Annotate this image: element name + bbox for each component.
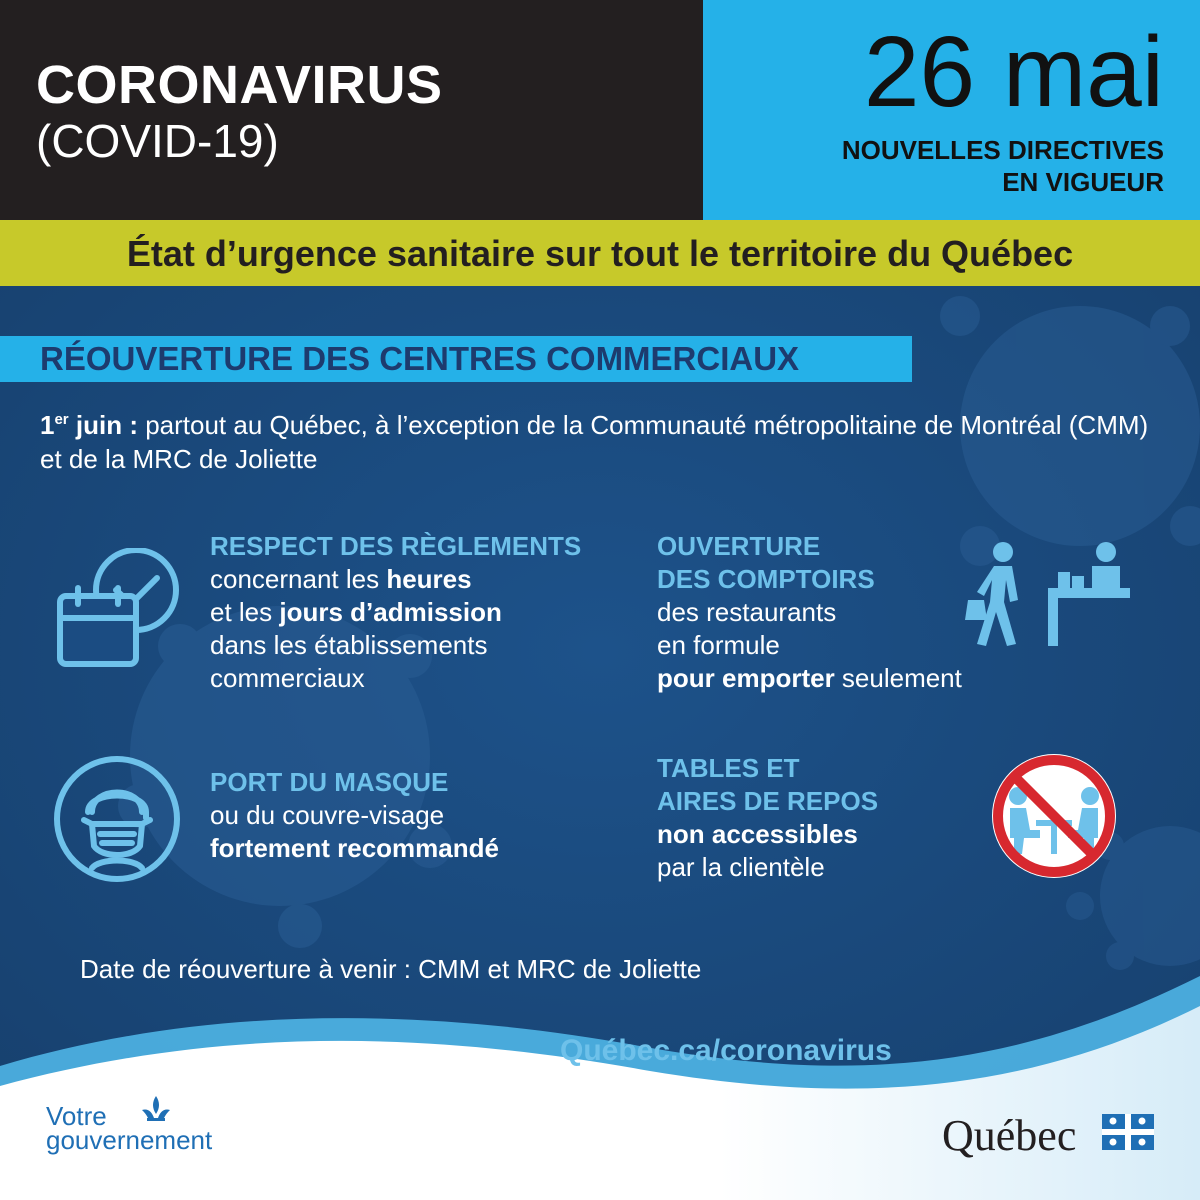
item-comptoirs <box>657 530 962 695</box>
reglements-line-2-text: et les <box>210 597 280 627</box>
reglements-line-1-text: concernant les <box>210 564 387 594</box>
comptoirs-heading-line-2: DES COMPTOIRS <box>657 564 875 594</box>
comptoirs-heading-line-1: OUVERTURE <box>657 531 821 561</box>
comptoirs-line-2: en formule <box>657 630 780 660</box>
comptoirs-line-3 <box>657 662 962 695</box>
coronavirus-link[interactable]: Québec.ca/coronavirus <box>560 1034 892 1067</box>
tables-heading-line-1: TABLES ET <box>657 753 800 783</box>
masque-line-2 <box>210 832 499 865</box>
no-seating-icon <box>984 746 1124 886</box>
intro-date-number: 1 <box>40 410 55 440</box>
header-date: 26 mai <box>863 16 1164 128</box>
reglements-line-3: dans les établissements <box>210 630 488 660</box>
comptoirs-line-3-text: seulement <box>834 663 962 693</box>
header-title: CORONAVIRUS <box>36 55 443 115</box>
reglements-heading: RESPECT DES RÈGLEMENTS <box>210 531 582 561</box>
item-tables <box>657 752 878 884</box>
item-masque <box>210 766 499 865</box>
comptoirs-line-3-bold: pour emporter <box>657 663 835 693</box>
face-mask-icon <box>52 754 182 884</box>
intro-date-word: juin : <box>68 410 138 440</box>
quebec-flag-icon <box>1102 1114 1154 1150</box>
directive-line-2: EN VIGUEUR <box>1002 167 1164 197</box>
reopening-note: Date de réouverture à venir : CMM et MRC de Joliette <box>80 954 702 984</box>
votre-text: Votre <box>46 1101 107 1131</box>
masque-line-2-bold: fortement recommandé <box>210 833 499 863</box>
quebec-wordmark: Québec <box>942 1111 1077 1160</box>
reglements-line-2 <box>210 596 581 629</box>
reglements-line-1-bold: heures <box>386 564 472 594</box>
header-directive <box>842 134 1164 198</box>
masque-heading: PORT DU MASQUE <box>210 767 449 797</box>
intro-date-suffix: er <box>54 411 69 428</box>
masque-line-1: ou du couvre-visage <box>210 800 445 830</box>
reglements-line-2-bold: jours d’admission <box>279 597 502 627</box>
directive-line-1: NOUVELLES DIRECTIVES <box>841 135 1164 165</box>
fleur-de-lis-icon <box>138 1094 174 1130</box>
comptoirs-line-1: des restaurants <box>657 597 837 627</box>
tables-heading-line-2: AIRES DE REPOS <box>657 786 879 816</box>
tables-line-2: par la clientèle <box>657 852 825 882</box>
calendar-check-icon <box>54 548 184 673</box>
intro-date <box>40 410 138 440</box>
takeout-counter-icon <box>956 540 1136 650</box>
reglements-line-1 <box>210 563 581 596</box>
reglements-line-4: commerciaux <box>210 663 365 693</box>
urgence-banner <box>0 220 1200 286</box>
header-subtitle: (COVID-19) <box>36 115 279 167</box>
tables-line-1 <box>657 818 878 851</box>
gouvernement-text: gouvernement <box>46 1125 213 1155</box>
section-title: RÉOUVERTURE DES CENTRES COMMERCIAUX <box>40 340 800 377</box>
intro-paragraph <box>40 408 1170 476</box>
intro-text: partout au Québec, à l’exception de la Communauté métropolitaine de Montréal (CMM) et de la MRC de Joliette <box>40 410 1149 474</box>
tables-line-1-bold: non accessibles <box>657 819 858 849</box>
votre-gouvernement-logo <box>46 1101 213 1155</box>
item-reglements <box>210 530 581 695</box>
urgence-banner-text: État d’urgence sanitaire sur tout le territoire du Québec <box>126 233 1074 274</box>
